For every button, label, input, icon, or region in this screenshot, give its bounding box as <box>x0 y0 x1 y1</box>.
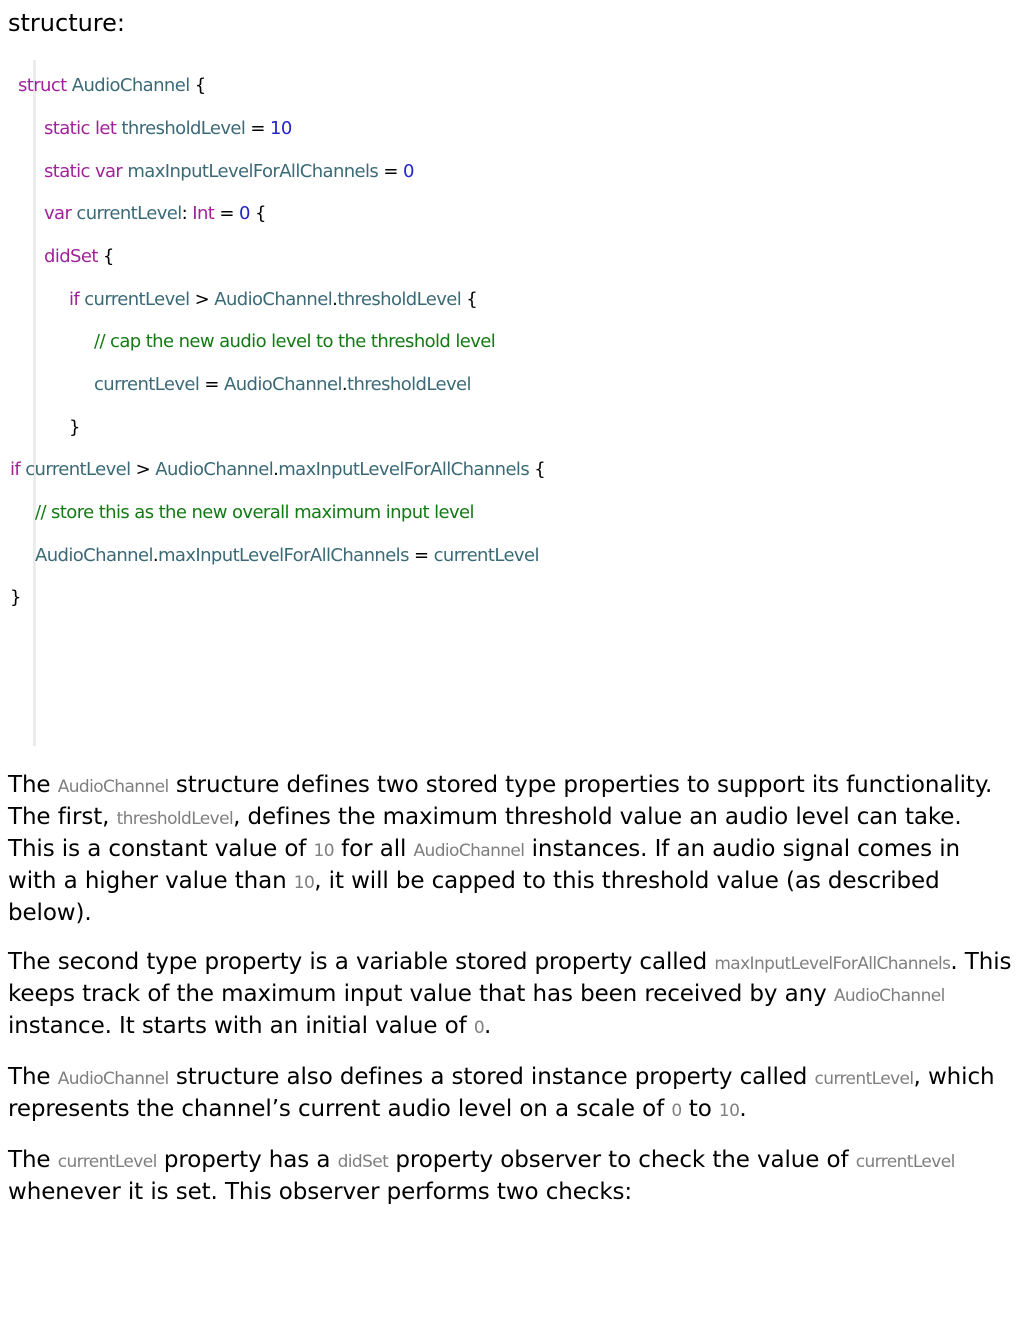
code-token: // cap the new audio level to the threshold level <box>94 331 496 352</box>
code-token: let <box>94 118 122 139</box>
code-token: 10 <box>270 118 292 139</box>
paragraph-text: structure also defines a stored instance property called <box>168 1064 815 1090</box>
code-line <box>69 289 477 311</box>
inline-code: currentLevel <box>855 1152 955 1172</box>
code-token: AudioChannel <box>155 459 274 480</box>
code-token: . <box>332 289 338 310</box>
inline-code: 0 <box>671 1101 682 1121</box>
paragraph-text: The <box>8 1064 58 1090</box>
code-token: var <box>94 161 128 182</box>
code-token: 0 <box>238 203 250 224</box>
code-token: thresholdLevel <box>346 374 471 395</box>
code-token: thresholdLevel <box>337 289 462 310</box>
paragraph <box>8 1145 1013 1207</box>
inline-code: didSet <box>337 1152 389 1172</box>
code-token: currentLevel <box>433 545 539 566</box>
code-token: AudioChannel <box>214 289 333 310</box>
code-token: currentLevel <box>25 459 131 480</box>
code-token: { <box>529 459 546 480</box>
code-token: Int <box>192 203 215 224</box>
inline-code: maxInputLevelForAllChannels <box>714 954 951 974</box>
code-token: { <box>97 246 114 267</box>
code-token: = <box>214 203 239 224</box>
inline-code: AudioChannel <box>833 986 945 1006</box>
code-line <box>10 459 545 481</box>
code-token: currentLevel <box>94 374 200 395</box>
inline-code: currentLevel <box>814 1069 914 1089</box>
code-line <box>35 502 474 524</box>
code-token: = <box>378 161 403 182</box>
code-line <box>44 246 114 268</box>
paragraph <box>8 947 1013 1043</box>
code-token: > <box>130 459 156 480</box>
code-token: : <box>181 203 193 224</box>
inline-code: currentLevel <box>57 1152 157 1172</box>
code-line <box>94 331 495 353</box>
paragraph <box>8 770 1013 928</box>
code-token: static <box>44 118 95 139</box>
code-token: maxInputLevelForAllChannels <box>127 161 379 182</box>
code-line <box>44 203 266 225</box>
code-line <box>69 417 80 439</box>
inline-code: thresholdLevel <box>116 809 234 829</box>
code-token: { <box>249 203 266 224</box>
code-token: maxInputLevelForAllChannels <box>158 545 409 566</box>
code-token: struct <box>18 75 72 96</box>
code-token: } <box>10 587 21 608</box>
paragraph-text: . This keeps track of the maximum input value that has been received by any <box>8 949 1012 1007</box>
paragraph-text: property observer to check the value of <box>388 1147 856 1173</box>
code-token: AudioChannel <box>223 374 342 395</box>
paragraph-text: instance. It starts with an initial value of <box>8 1013 474 1039</box>
code-token: currentLevel <box>76 203 182 224</box>
section-heading: structure: <box>8 9 125 37</box>
inline-code: AudioChannel <box>57 777 169 797</box>
code-token: // store this as the new overall maximum input level <box>35 502 474 523</box>
code-token: = <box>199 374 224 395</box>
inline-code: AudioChannel <box>57 1069 169 1089</box>
paragraph-text: , defines the maximum threshold value an audio level can take. This is a constant value of <box>8 804 962 862</box>
code-token: if <box>69 289 85 310</box>
code-line <box>94 374 471 396</box>
code-line <box>44 161 414 183</box>
code-line <box>44 118 292 140</box>
paragraph-text: property has a <box>156 1147 338 1173</box>
code-token: maxInputLevelForAllChannels <box>278 459 530 480</box>
code-token: > <box>189 289 215 310</box>
code-token: 0 <box>402 161 414 182</box>
inline-code: 10 <box>718 1101 740 1121</box>
code-line <box>10 587 21 609</box>
code-token: { <box>461 289 478 310</box>
code-token: static <box>44 161 95 182</box>
inline-code: 0 <box>473 1018 485 1038</box>
code-token: } <box>69 417 80 438</box>
code-block <box>0 60 1024 748</box>
paragraph-text: , it will be capped to this threshold value (as described below). <box>8 868 940 926</box>
paragraph-text: . <box>484 1013 492 1039</box>
code-token: didSet <box>44 246 98 267</box>
prose-body <box>8 770 1013 1226</box>
inline-code: 10 <box>293 873 315 893</box>
paragraph-text: The <box>8 772 58 798</box>
code-token: { <box>189 75 206 96</box>
inline-code: 10 <box>313 841 334 861</box>
code-token: . <box>273 459 279 480</box>
paragraph-text: The second type property is a variable stored property called <box>8 949 715 975</box>
paragraph-text: , which represents the channel’s current audio level on a scale of <box>8 1064 995 1122</box>
inline-code: AudioChannel <box>413 841 525 861</box>
code-token: . <box>341 374 347 395</box>
code-token: var <box>44 203 77 224</box>
paragraph-text: instances. If an audio signal comes in with a higher value than <box>8 836 960 894</box>
paragraph <box>8 1062 1013 1126</box>
code-gutter-rule <box>33 60 36 746</box>
code-token: AudioChannel <box>35 545 153 566</box>
paragraph-text: structure defines two stored type properties to support its functionality. The first, <box>8 772 993 830</box>
code-token: = <box>408 545 434 566</box>
paragraph-text: . <box>739 1096 747 1122</box>
code-line <box>18 75 206 97</box>
code-token: if <box>10 459 26 480</box>
code-line <box>35 545 539 567</box>
paragraph-text: The <box>8 1147 58 1173</box>
code-token: currentLevel <box>84 289 190 310</box>
code-token: AudioChannel <box>71 75 190 96</box>
paragraph-text: to <box>681 1096 719 1122</box>
paragraph-text: whenever it is set. This observer performs two checks: <box>8 1179 633 1205</box>
code-token: = <box>245 118 271 139</box>
code-token: . <box>152 545 158 566</box>
paragraph-text: for all <box>333 836 414 862</box>
code-token: thresholdLevel <box>121 118 246 139</box>
